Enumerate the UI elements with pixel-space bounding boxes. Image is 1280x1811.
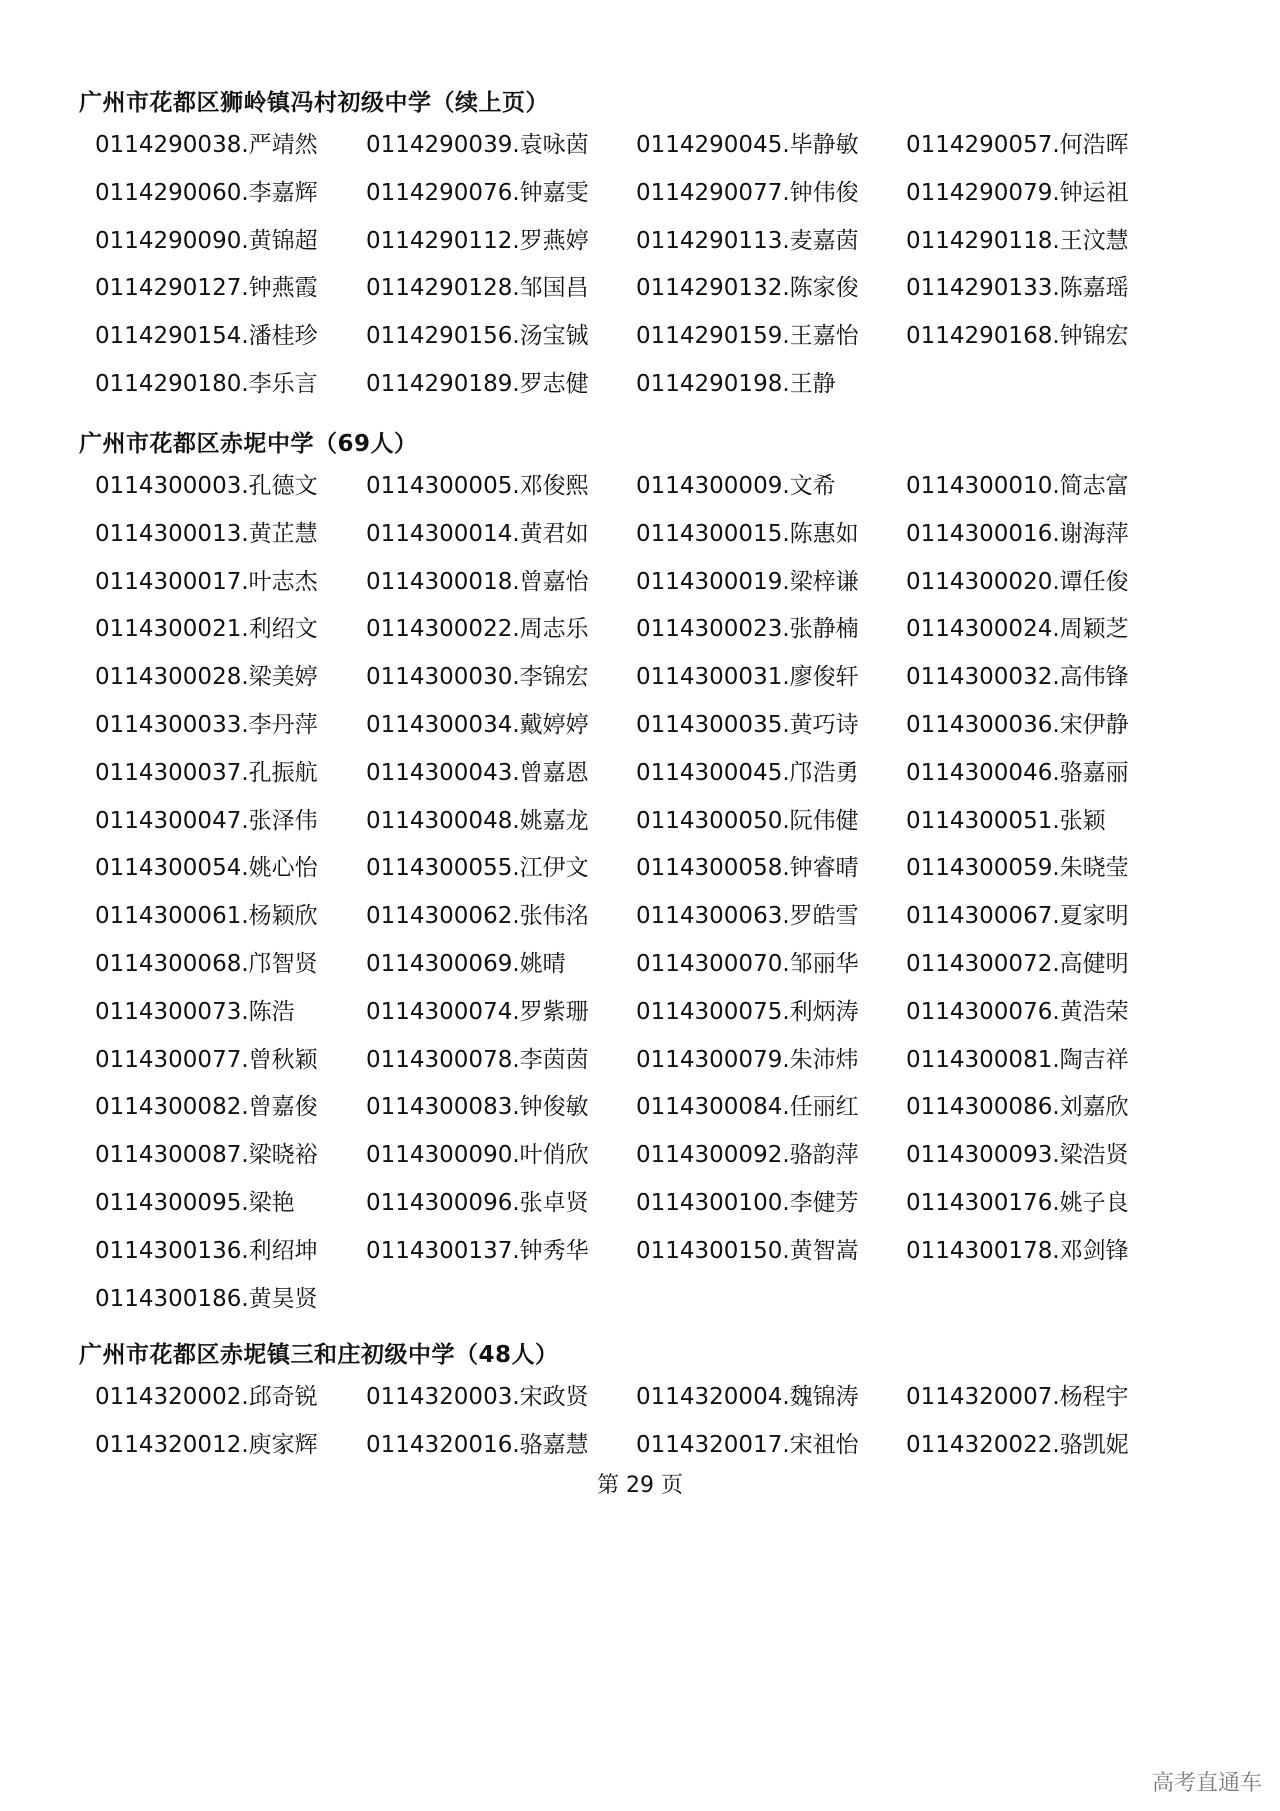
student-entry: 0114290189.罗志健: [366, 371, 589, 397]
student-entry: 0114300079.朱沛炜: [636, 1046, 859, 1073]
student-entry: 0114300043.曾嘉恩: [366, 759, 589, 786]
student-entry: 0114290076.钟嘉雯: [366, 179, 589, 206]
student-entry: 0114300090.叶俏欣: [366, 1142, 589, 1169]
student-entry: 0114300048.姚嘉龙: [366, 807, 589, 834]
student-entry: 0114290077.钟伟俊: [636, 179, 859, 206]
student-entry: 0114290180.李乐言: [95, 371, 318, 397]
student-entry: 0114300082.曾嘉俊: [95, 1094, 318, 1121]
student-entry: 0114300017.叶志杰: [95, 568, 318, 595]
student-entry: 0114290038.严靖然: [95, 132, 318, 158]
student-entry: 0114290113.麦嘉茵: [636, 227, 859, 254]
student-entry: 0114300150.黄智嵩: [636, 1237, 859, 1264]
student-entry: 0114300055.江伊文: [366, 855, 589, 882]
student-entry: 0114320022.骆凯妮: [906, 1431, 1129, 1458]
student-entry: 0114300047.张泽伟: [95, 807, 318, 834]
student-entry: 0114290154.潘桂珍: [95, 323, 318, 350]
student-entry: 0114300046.骆嘉丽: [906, 759, 1129, 786]
student-entry: 0114300035.黄巧诗: [636, 712, 859, 738]
student-entry: 0114290057.何浩晖: [906, 132, 1129, 158]
student-entry: 0114320004.魏锦涛: [636, 1384, 859, 1410]
student-entry: 0114300095.梁艳: [95, 1190, 295, 1216]
student-entry: 0114300036.宋伊静: [906, 712, 1129, 738]
student-entry: 0114300063.罗皓雪: [636, 903, 859, 930]
student-entry: 0114300081.陶吉祥: [906, 1046, 1129, 1073]
student-entry: 0114290039.袁咏茵: [366, 132, 589, 158]
student-entry: 0114290090.黄锦超: [95, 227, 318, 254]
student-entry: 0114300013.黄芷慧: [95, 520, 318, 547]
student-entry: 0114300084.任丽红: [636, 1094, 859, 1121]
student-entry: 0114290045.毕静敏: [636, 132, 859, 158]
section-title: 广州市花都区赤坭中学（69人）: [79, 431, 418, 457]
section-title: 广州市花都区赤坭镇三和庄初级中学（48人）: [79, 1342, 559, 1368]
student-entry: 0114300020.谭任俊: [906, 568, 1129, 595]
student-entry: 0114300178.邓剑锋: [906, 1237, 1129, 1264]
student-entry: 0114300100.李健芳: [636, 1190, 859, 1216]
student-entry: 0114290159.王嘉怡: [636, 323, 859, 350]
student-entry: 0114300176.姚子良: [906, 1190, 1129, 1216]
student-entry: 0114300070.邹丽华: [636, 951, 859, 977]
student-entry: 0114300067.夏家明: [906, 903, 1129, 930]
student-entry: 0114300016.谢海萍: [906, 520, 1129, 547]
student-entry: 0114320002.邱奇锐: [95, 1384, 318, 1410]
student-entry: 0114300093.梁浩贤: [906, 1142, 1129, 1169]
student-entry: 0114300069.姚晴: [366, 951, 566, 977]
student-entry: 0114300076.黄浩荣: [906, 998, 1129, 1025]
student-entry: 0114290060.李嘉辉: [95, 179, 318, 206]
student-entry: 0114300045.邝浩勇: [636, 759, 859, 786]
student-entry: 0114300023.张静楠: [636, 616, 859, 643]
student-entry: 0114300031.廖俊轩: [636, 664, 859, 691]
student-entry: 0114300051.张颖: [906, 807, 1106, 834]
student-entry: 0114300087.梁晓裕: [95, 1142, 318, 1169]
student-entry: 0114300075.利炳涛: [636, 998, 859, 1025]
student-entry: 0114300024.周颖芝: [906, 616, 1129, 643]
student-entry: 0114320007.杨程宇: [906, 1384, 1129, 1410]
student-entry: 0114290133.陈嘉瑶: [906, 275, 1129, 302]
page-number: 第 29 页: [597, 1473, 683, 1498]
student-entry: 0114300054.姚心怡: [95, 855, 318, 882]
section-title: 广州市花都区狮岭镇冯村初级中学（续上页）: [79, 90, 549, 116]
student-entry: 0114300061.杨颖欣: [95, 903, 318, 930]
student-entry: 0114300015.陈惠如: [636, 520, 859, 547]
student-entry: 0114300003.孔德文: [95, 473, 318, 499]
student-entry: 0114300062.张伟洺: [366, 903, 589, 930]
student-entry: 0114300021.利绍文: [95, 616, 318, 643]
student-entry: 0114290168.钟锦宏: [906, 323, 1129, 350]
student-entry: 0114290132.陈家俊: [636, 275, 859, 302]
student-entry: 0114300058.钟睿晴: [636, 855, 859, 882]
student-entry: 0114300186.黄昊贤: [95, 1285, 318, 1312]
student-entry: 0114320003.宋政贤: [366, 1384, 589, 1410]
student-entry: 0114300009.文希: [636, 473, 836, 499]
student-entry: 0114290198.王静: [636, 371, 836, 397]
student-entry: 0114300014.黄君如: [366, 520, 589, 547]
student-entry: 0114300018.曾嘉怡: [366, 568, 589, 595]
student-entry: 0114300073.陈浩: [95, 998, 295, 1025]
student-entry: 0114320012.庾家辉: [95, 1431, 318, 1458]
student-entry: 0114300030.李锦宏: [366, 664, 589, 691]
student-entry: 0114300032.高伟锋: [906, 664, 1129, 691]
student-entry: 0114300072.高健明: [906, 951, 1129, 977]
student-entry: 0114300028.梁美婷: [95, 664, 318, 691]
student-entry: 0114320017.宋祖怡: [636, 1431, 859, 1458]
student-entry: 0114300037.孔振航: [95, 759, 318, 786]
student-entry: 0114300068.邝智贤: [95, 951, 318, 977]
student-entry: 0114300074.罗紫珊: [366, 998, 589, 1025]
student-entry: 0114300010.简志富: [906, 473, 1129, 499]
student-entry: 0114300137.钟秀华: [366, 1237, 589, 1264]
student-entry: 0114300136.利绍坤: [95, 1237, 318, 1264]
watermark: 高考直通车: [1151, 1771, 1262, 1796]
student-entry: 0114300034.戴婷婷: [366, 712, 589, 738]
student-entry: 0114300092.骆韵萍: [636, 1142, 859, 1169]
student-entry: 0114300019.梁梓谦: [636, 568, 859, 595]
student-entry: 0114300077.曾秋颖: [95, 1046, 318, 1073]
student-entry: 0114300005.邓俊熙: [366, 473, 589, 499]
student-entry: 0114300083.钟俊敏: [366, 1094, 589, 1121]
student-entry: 0114290112.罗燕婷: [366, 227, 589, 254]
student-entry: 0114290118.王汶慧: [906, 227, 1129, 254]
student-entry: 0114300096.张卓贤: [366, 1190, 589, 1216]
student-entry: 0114300050.阮伟健: [636, 807, 859, 834]
student-entry: 0114290156.汤宝铖: [366, 323, 589, 350]
student-entry: 0114290079.钟运祖: [906, 179, 1129, 206]
student-entry: 0114290128.邹国昌: [366, 275, 589, 302]
student-entry: 0114290127.钟燕霞: [95, 275, 318, 302]
student-entry: 0114320016.骆嘉慧: [366, 1431, 589, 1458]
student-entry: 0114300022.周志乐: [366, 616, 589, 643]
student-entry: 0114300033.李丹萍: [95, 712, 318, 738]
student-entry: 0114300078.李茵茵: [366, 1046, 589, 1073]
student-entry: 0114300086.刘嘉欣: [906, 1094, 1129, 1121]
student-entry: 0114300059.朱晓莹: [906, 855, 1129, 882]
